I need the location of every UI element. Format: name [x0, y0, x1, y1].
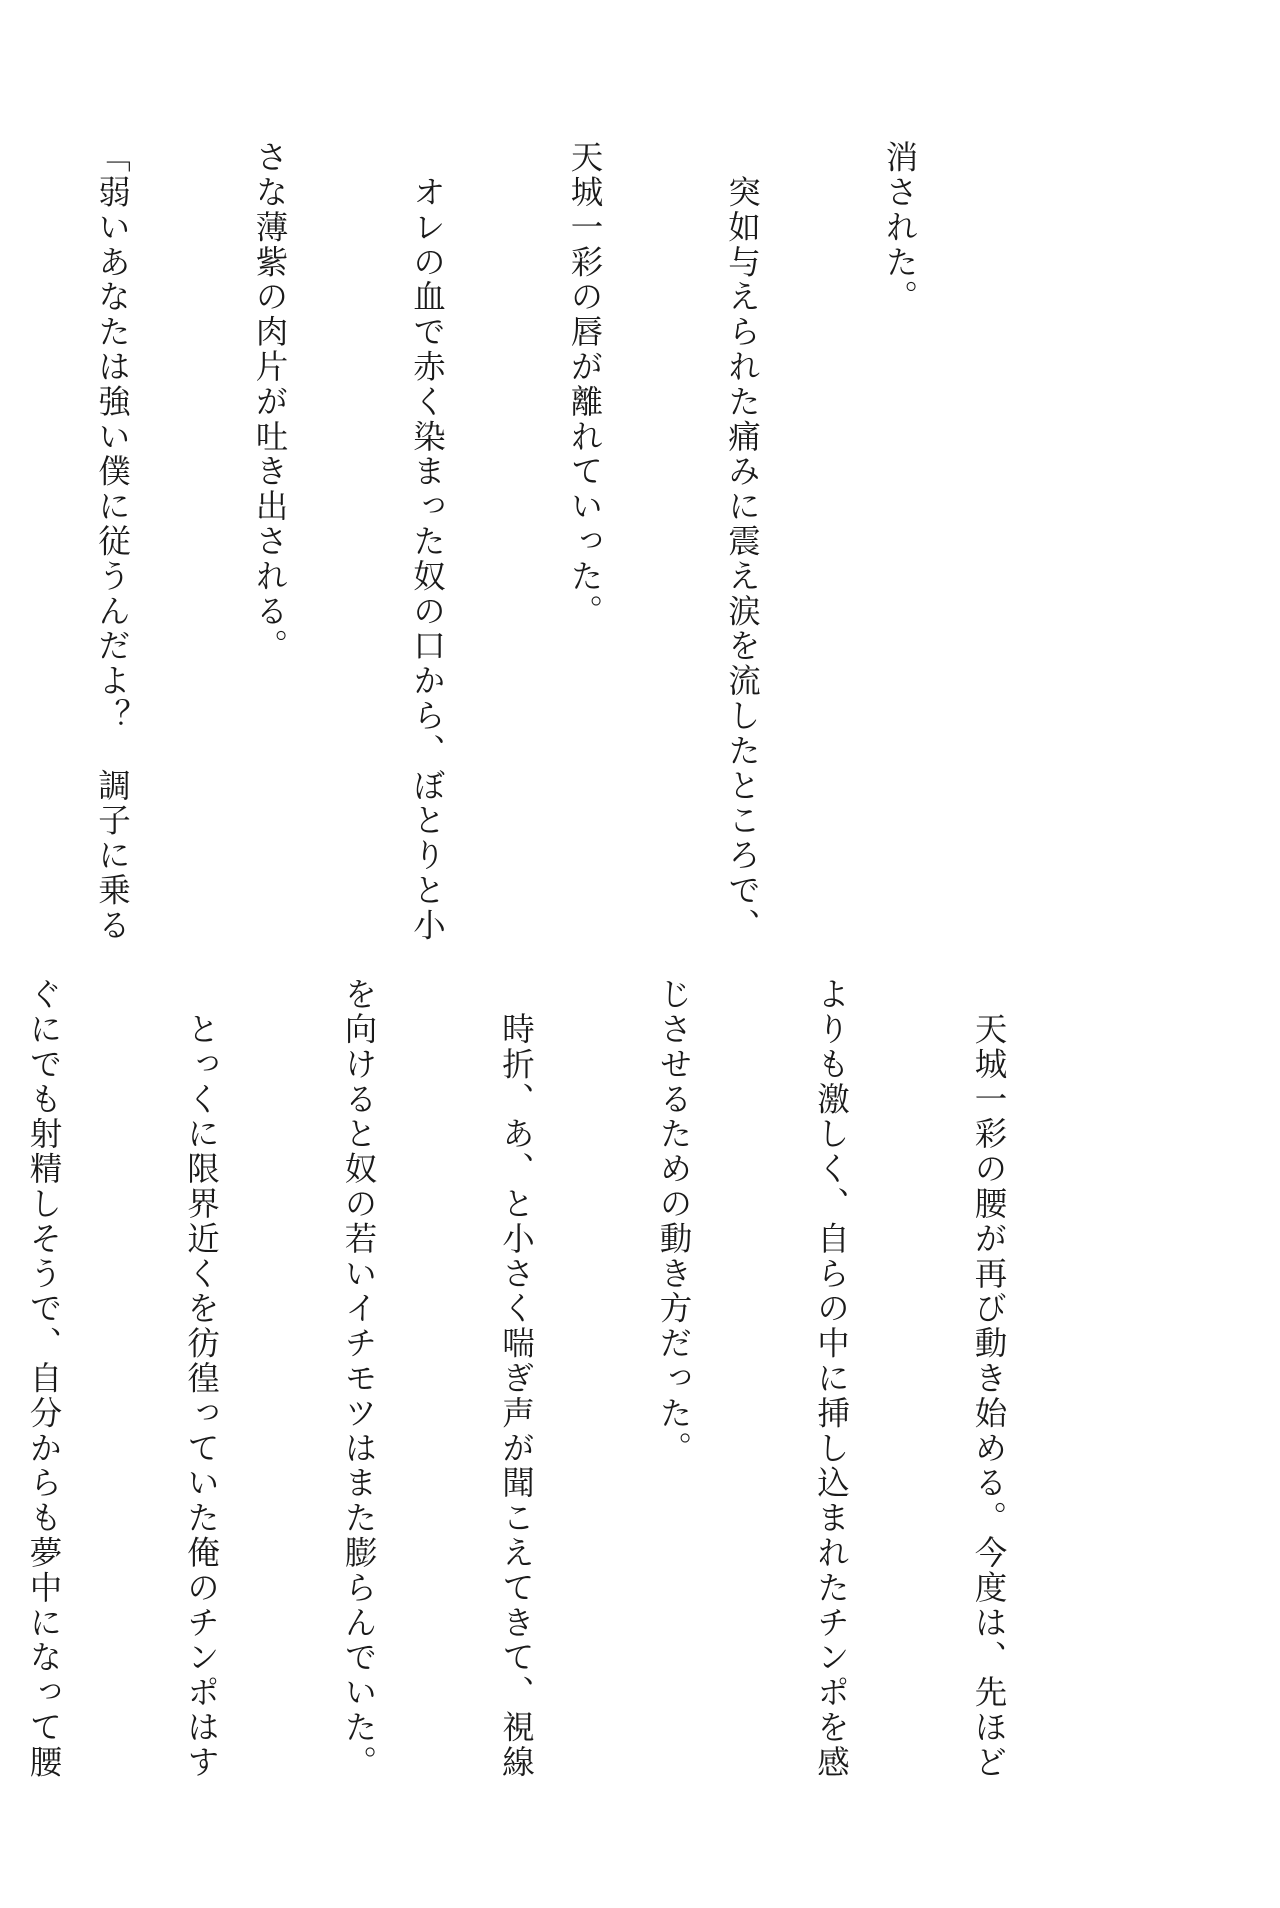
text-line: オレの血で赤く染まった奴の口から、ぼとりと小	[408, 140, 447, 943]
text-line: 時折、あ、と小さく喘ぎ声が聞こえてきて、視線	[497, 977, 536, 1780]
text-line: 天城一彩の唇が離れていった。	[566, 140, 604, 629]
text-line: じさせるための動き方だった。	[655, 977, 693, 1466]
text-line: よりも激しく、自らの中に挿し込まれたチンポを感	[812, 977, 851, 1780]
text-line: さな薄紫の肉片が吐き出される。	[251, 140, 289, 664]
text-line: 天城一彩の腰が再び動き始める。今度は、先ほど	[970, 977, 1008, 1780]
text-line: 消された。	[881, 140, 919, 315]
text-block-bottom	[25, 977, 1120, 1780]
text-line: 突如与えられた痛みに震え涙を流したところで、	[723, 140, 762, 943]
text-line: 「弱いあなたは強い僕に従うんだよ？ 調子に乗る	[93, 140, 132, 943]
text-line: とっくに限界近くを彷徨っていた俺のチンポはす	[182, 977, 221, 1780]
text-line: ぐにでも射精しそうで、自分からも夢中になって腰	[25, 977, 63, 1780]
text-line: を向けると奴の若いイチモツはまた膨らんでいた。	[340, 977, 378, 1780]
text-block-top	[93, 140, 1031, 943]
